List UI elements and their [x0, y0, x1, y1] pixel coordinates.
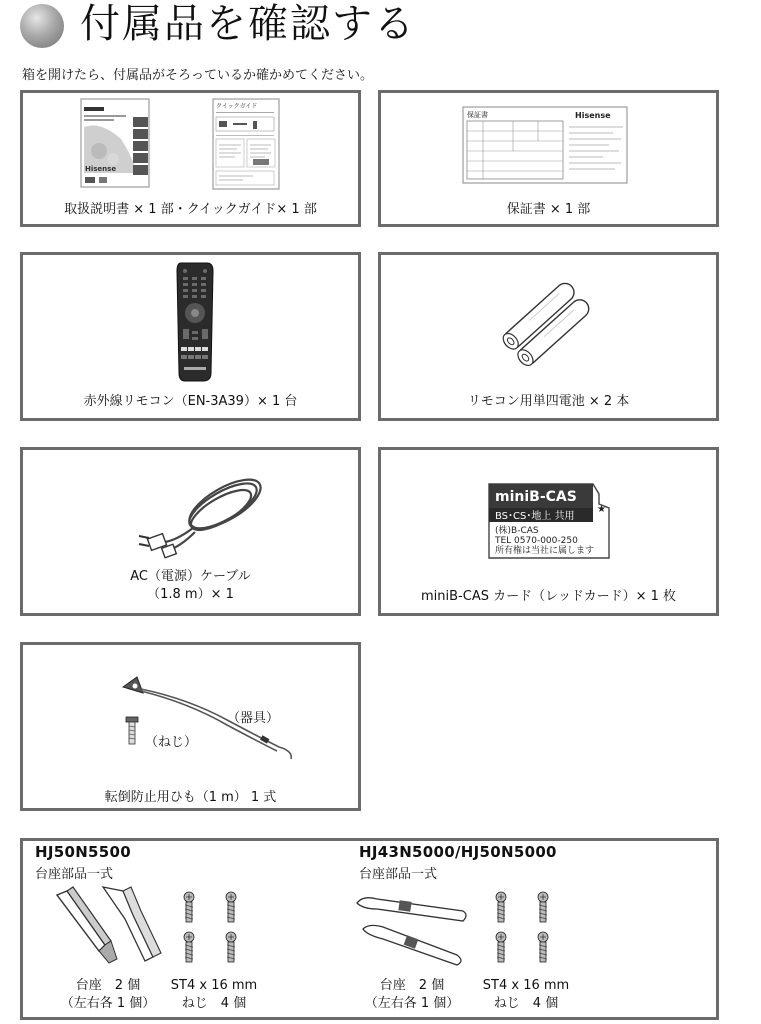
item-strap	[20, 642, 361, 811]
caption-ac-line1: AC（電源）ケーブル	[130, 569, 251, 584]
quick-guide-title: クイックガイド	[216, 103, 258, 110]
stand-base-label-2b: （左右各 1 個）	[364, 996, 460, 1011]
intro-text: 箱を開けたら、付属品がそろっているか確かめてください。	[22, 68, 374, 83]
stand-base-label-1a: 台座 2 個	[75, 978, 141, 993]
item-remote	[20, 252, 361, 421]
stand-model-1: HJ50N5500	[35, 843, 132, 861]
item-batteries	[378, 252, 719, 421]
label-fixture: （器具）	[227, 711, 280, 726]
caption-warranty: 保証書 × 1 部	[506, 202, 591, 217]
stand-screw-label-2a: ST4 x 16 mm	[482, 978, 570, 993]
stand-base-icon-2	[353, 893, 473, 967]
stand-subtitle-2: 台座部品一式	[359, 867, 438, 882]
caption-batteries: リモコン用単四電池 × 2 本	[467, 394, 630, 409]
caption-strap: 転倒防止用ひも（1 m） 1 式	[104, 790, 277, 805]
item-bcas-card	[378, 447, 719, 616]
bcas-card-icon	[485, 484, 613, 562]
stand-base-label-1b: （左右各 1 個）	[60, 996, 156, 1011]
remote-control-icon	[175, 261, 217, 383]
stand-subtitle-1: 台座部品一式	[35, 867, 114, 882]
screw-icon	[125, 717, 139, 747]
bcas-star: ★	[597, 504, 606, 515]
manual-book-icon	[81, 99, 161, 191]
item-ac-cable	[20, 447, 361, 616]
warranty-heading: 保証書	[467, 111, 488, 119]
bcas-line1: (株)B-CAS	[495, 526, 539, 536]
bcas-title: miniB-CAS	[495, 489, 577, 505]
battery-icon	[499, 287, 599, 367]
stand-screw-label-1b: ねじ 4 個	[181, 996, 247, 1011]
item-stand-sets	[20, 838, 719, 1020]
stand-screws-icon	[177, 891, 247, 971]
item-warranty	[378, 90, 719, 227]
warranty-doc-icon	[463, 107, 629, 185]
label-screw: （ねじ）	[145, 735, 198, 750]
stand-screws-icon-2	[489, 891, 559, 971]
caption-bcas: miniB-CAS カード（レッドカード）× 1 枚	[421, 589, 676, 604]
ac-cable-icon	[133, 470, 269, 566]
manual-brand: Hisense	[85, 165, 117, 173]
stand-base-label-2a: 台座 2 個	[379, 978, 445, 993]
caption-remote: 赤外線リモコン（EN-3A39）× 1 台	[83, 394, 298, 409]
title-bullet-icon	[20, 4, 64, 48]
page-title: 付属品を確認する	[80, 1, 416, 47]
stand-screw-label-2b: ねじ 4 個	[493, 996, 559, 1011]
stand-model-2: HJ43N5000/HJ50N5000	[359, 843, 557, 861]
bcas-line2: TEL 0570-000-250	[495, 536, 578, 546]
item-manuals	[20, 90, 361, 227]
quick-guide-icon	[213, 99, 283, 191]
stand-base-icon	[53, 885, 163, 965]
bcas-band: BS･CS･地上 共用	[495, 511, 575, 522]
stand-screw-label-1a: ST4 x 16 mm	[170, 978, 258, 993]
caption-manuals: 取扱説明書 × 1 部・クイックガイド× 1 部	[64, 202, 317, 217]
bcas-line3: 所有権は当社に属します	[495, 546, 595, 556]
caption-ac-line2: （1.8 m）× 1	[147, 587, 234, 602]
warranty-brand: Hisense	[575, 111, 611, 120]
